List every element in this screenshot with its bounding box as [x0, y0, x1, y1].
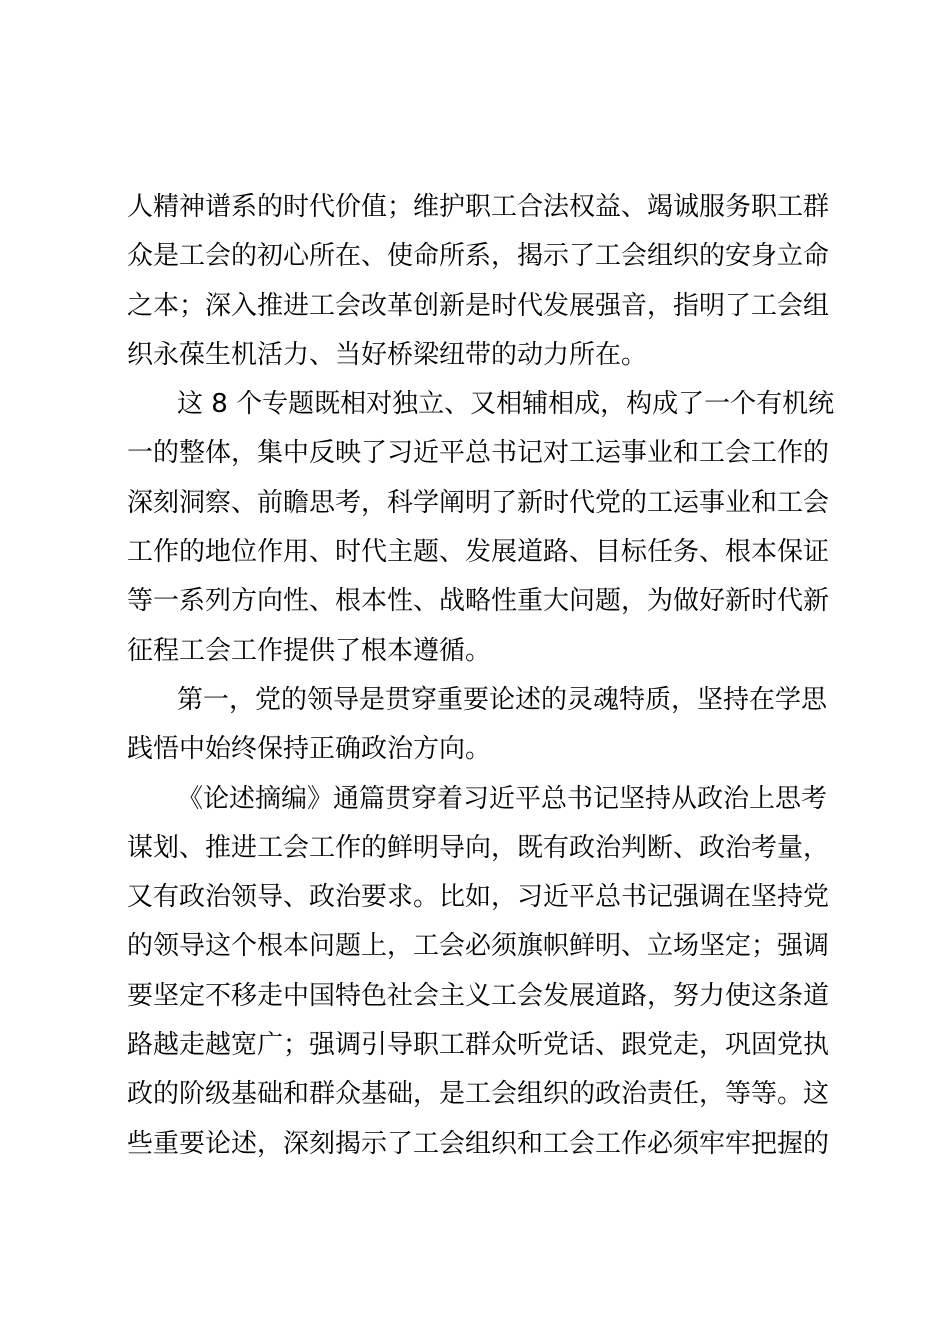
text-line: 要坚定不移走中国特色社会主义工会发展道路，努力使这条道 — [127, 980, 830, 1011]
text-line: 一的整体，集中反映了习近平总书记对工运事业和工会工作的 — [127, 438, 830, 469]
paragraph-first-line: 这 8 个专题既相对独立、又相辅相成，构成了一个有机统 — [177, 389, 835, 420]
text-line: 深刻洞察、前瞻思考，科学阐明了新时代党的工运事业和工会 — [127, 487, 830, 518]
text-line: 工作的地位作用、时代主题、发展道路、目标任务、根本保证 — [127, 537, 830, 568]
text-line: 征程工会工作提供了根本遵循。 — [127, 635, 492, 666]
section-heading-line: 第一，党的领导是贯穿重要论述的灵魂特质，坚持在学思 — [177, 684, 828, 715]
text-line: 的领导这个根本问题上，工会必须旗帜鲜明、立场坚定；强调 — [127, 931, 830, 962]
text-line: 众是工会的初心所在、使命所系，揭示了工会组织的安身立命 — [127, 241, 830, 272]
text-line: 些重要论述，深刻揭示了工会组织和工会工作必须牢牢把握的 — [127, 1128, 830, 1159]
section-heading-line: 践悟中始终保持正确政治方向。 — [127, 734, 492, 765]
text-line: 之本；深入推进工会改革创新是时代发展强音，指明了工会组 — [127, 290, 830, 321]
text-line: 又有政治领导、政治要求。比如，习近平总书记强调在坚持党 — [127, 882, 830, 913]
text-line: 等一系列方向性、根本性、战略性重大问题，为做好新时代新 — [127, 586, 830, 617]
text-line: 谋划、推进工会工作的鲜明导向，既有政治判断、政治考量， — [127, 832, 830, 863]
text-line: 人精神谱系的时代价值；维护职工合法权益、竭诚服务职工群 — [127, 192, 830, 222]
text-line: 织永葆生机活力、当好桥梁纽带的动力所在。 — [127, 339, 648, 370]
paragraph-first-line: 《论述摘编》通篇贯穿着习近平总书记坚持从政治上思考 — [177, 783, 828, 814]
text-line: 政的阶级基础和群众基础，是工会组织的政治责任，等等。这 — [127, 1079, 830, 1110]
body-text — [127, 183, 835, 1169]
text-line: 路越走越宽广；强调引导职工群众听党话、跟党走，巩固党执 — [127, 1030, 830, 1061]
